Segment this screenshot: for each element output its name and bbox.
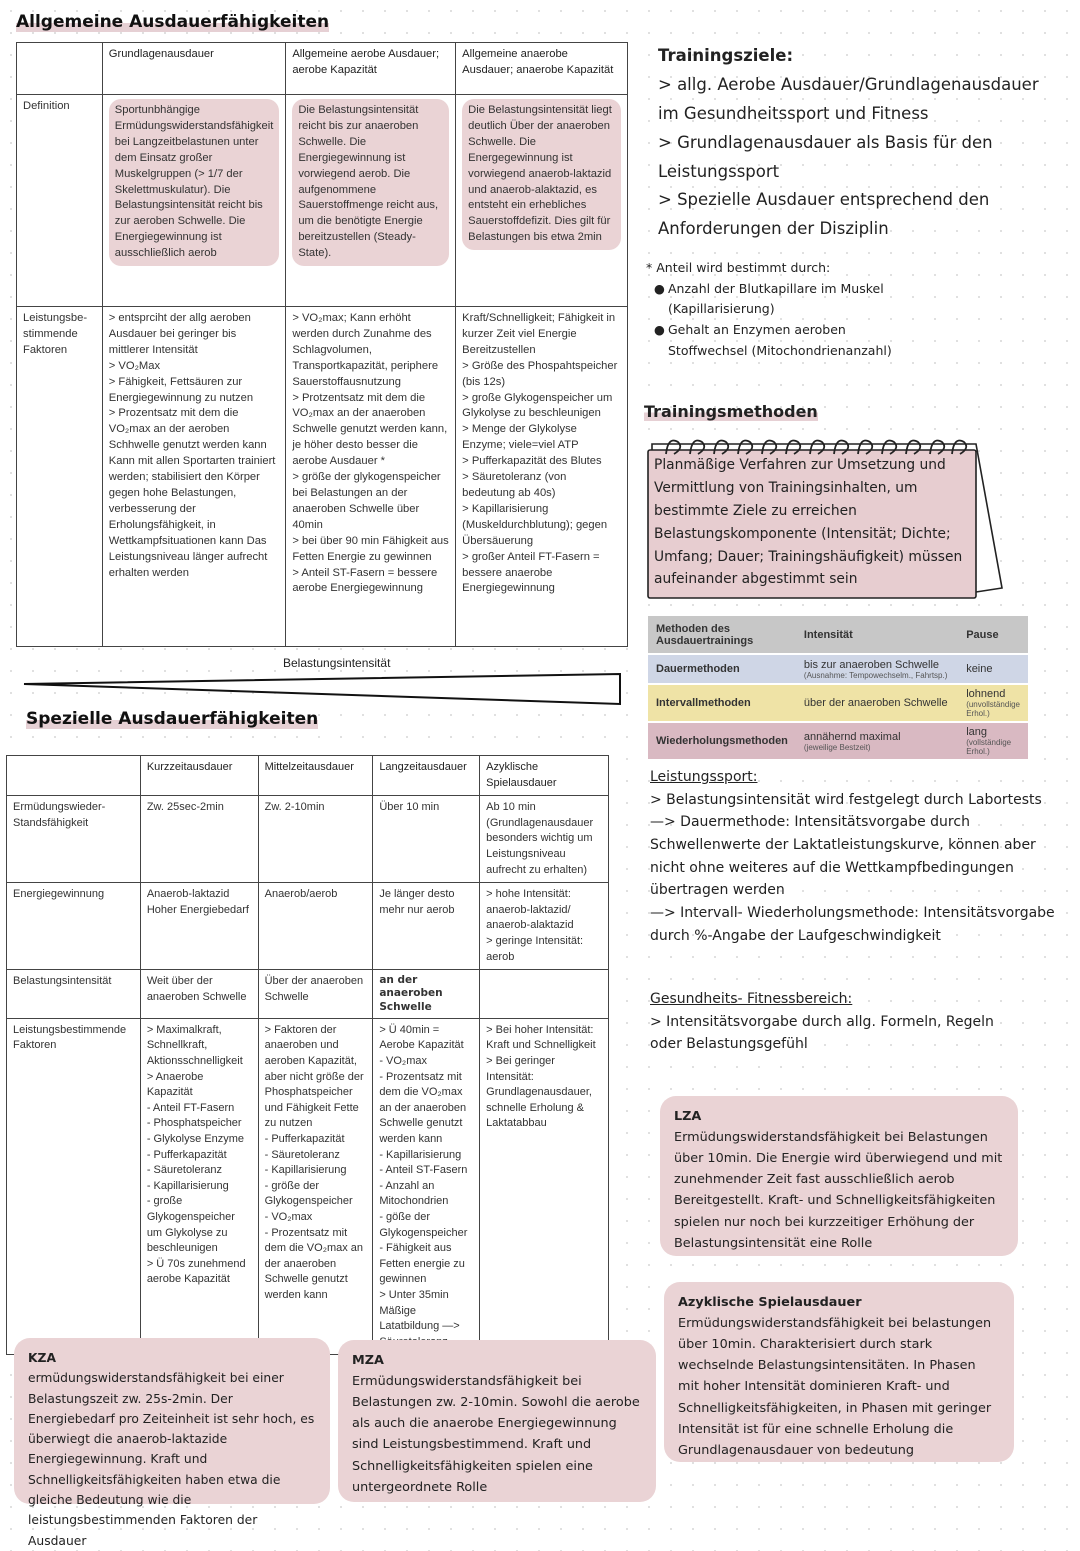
- definition-anaerobe-ausdauer: Die Belastungsintensität liegt deutlich Über der anaeroben Schwelle. Die Energegewinnung ist vorwiegend anaerob-laktazid und anaerob-alaktazid, es entsteht ein erhebliches Sauerstoffdefizit. Dies gilt für Belastungen bis etwa 2min: [462, 99, 621, 250]
- header-grundlagenausdauer: Grundlagenausdauer: [102, 43, 286, 95]
- azs-title: Azyklische Spielausdauer: [678, 1295, 862, 1310]
- definition-aerobe-ausdauer: Die Belastungsintensität reicht bis zur anaeroben Schwelle. Die Energiegewinnung ist vorwiegend aerob. Die aufgenommene Sauerstoffmenge reicht aus, um die benötigte Energie bereitzustellen (Steady-State).: [292, 99, 449, 266]
- methods-header: Pause: [958, 616, 1028, 654]
- header-mza: Mittelzeitausdauer: [258, 756, 373, 796]
- trainingsziele: [658, 42, 1058, 244]
- header-azyklisch: Azyklische Spielausdauer: [480, 756, 609, 796]
- method-pause: lang (vollständige Erhol.): [958, 722, 1028, 760]
- gesundheit-title: Gesundheits- Fitnessbereich:: [650, 991, 853, 1007]
- anteil-item: Gehalt an Enzymen aeroben Stoffwechsel (Mitochondrienanzahl): [668, 321, 892, 358]
- cell: Je länger desto mehr nur aerob: [373, 883, 480, 970]
- azs-box: [664, 1282, 1014, 1462]
- leistungssport-title: Leistungssport:: [650, 769, 758, 785]
- general-endurance-table: [16, 42, 628, 647]
- row-label-ermuedung: Ermüdungswieder- Standsfähigkeit: [7, 796, 141, 883]
- mza-box: [338, 1340, 656, 1502]
- row-label-definition: Definition: [17, 95, 103, 307]
- methods-row-wiederholung: [648, 722, 1028, 760]
- lza-box: [660, 1096, 1018, 1256]
- section1-title: Allgemeine Ausdauerfähigkeiten: [16, 12, 330, 32]
- header-anaerobe-ausdauer: Allgemeine anaerobe Ausdauer; anaerobe Kapazität: [456, 43, 628, 95]
- methods-table: [648, 616, 1028, 761]
- cell: > Bei hoher Intensität: Kraft und Schnelligkeit > Bei geringer Intensität: Grundlagenausdauer, schnelle Erholung & Laktatabbau: [480, 1018, 609, 1355]
- method-pause: lohnend (unvollständige Erhol.): [958, 684, 1028, 722]
- leistungssport-line: —> Intervall- Wiederholungsmethode: Intensitätsvorgabe durch %-Angabe der Laufgeschwindigkeit: [650, 905, 1055, 944]
- mza-text: Ermüdungswiderstandsfähigkeit bei Belastungen zw. 2-10min. Sowohl die aerobe als auch die anaerobe Energiegewinnung sind Leistungsbestimmend. Kraft und Schnelligkeitsfähigkeiten spielen eine untergeordnete Rolle: [352, 1374, 640, 1495]
- row-label-factors: Leistungsbe- stimmende Faktoren: [17, 307, 103, 647]
- factors-anaerobe-ausdauer: Kraft/Schnelligkeit; Fähigkeit in kurzer Zeit viel Energie Bereitzustellen > Größe des Phospahtspeicher (bis 12s) > große Glykogenspeicher um Glykolyse zu beschleunigen > Menge der Glykolyse Enzyme; viele=viel ATP > Pufferkapazität des Blutes > Säuretoleranz (von bedeutung ab 40s) > Kapillarisierung (Muskeldurchblutung); gegen Übersäuerung > großer Anteil FT-Fasern = bessere anaerobe Energiegewinnung: [456, 307, 628, 647]
- leistungssport-line: —> Dauermethode: Intensitätsvorgabe durch Schwellenwerte der Laktatleistungskurve, können aber nicht ohne weiteres auf die Wettkampfbedingungen übertragen werden: [650, 814, 1036, 899]
- method-pause: keine: [958, 654, 1028, 684]
- special-endurance-table: [6, 755, 609, 1355]
- lza-title: LZA: [674, 1109, 702, 1124]
- cell: > Ü 40min = Aerobe Kapazität - VO₂max - Prozentsatz mit dem die VO₂max an der anaeroben Schwelle genutzt werden kann - Kapillarisierung - Anteil ST-Fasern - Anzahl an Mitochondrien - göße der Glykogenspeicher - Fähigkeit aus Fetten energie zu gewinnen > Unter 35min Mäßige Latatbildung —>: [373, 1018, 480, 1355]
- row-label-leistung: Leistungsbestimmende Faktoren: [7, 1018, 141, 1355]
- method-name: Wiederholungsmethoden: [648, 722, 796, 760]
- header-aerobe-ausdauer: Allgemeine aerobe Ausdauer; aerobe Kapazität: [286, 43, 456, 95]
- bullet-icon: ●: [654, 280, 665, 296]
- azs-text: Ermüdungswiderstandsfähigkeit bei belastungen über 10min. Charakterisiert durch stark wechselnde Belastungsintensitäten. In Phasen mit hoher Intensität dominieren Kraft- und Schnelligkeitsfähigkeiten, in Phasen mit geringer Intensität ist für eine schnelle Erholung die Grundlagenausdauer von bedeutung: [678, 1316, 992, 1458]
- cell: Über der anaeroben Schwelle: [258, 970, 373, 1018]
- ziel-line: > allg. Aerobe Ausdauer/Grundlagenausdauer im Gesundheitssport und Fitness: [658, 74, 1039, 123]
- lza-text: Ermüdungswiderstandsfähigkeit bei Belastungen über 10min. Die Energie wird überwiegend und mit zunehmender Zeit fast ausschließlich aerob Bereitgestellt. Kraft- und Schnelligkeitsfähigkeiten spielen nur noch bei kurzzeitiger Erhöhung der Belastungsintensität eine Rolle: [674, 1130, 1003, 1251]
- row-label-intensitaet: Belastungsintensität: [7, 970, 141, 1018]
- kza-text: ermüdungswiderstandsfähigkeit bei einer Belastungszeit zw. 25s-2min. Der Energiebedarf pro Zeiteinheit ist sehr hoch, es überwiegt die anaerob-laktazide Energiegewinnung. Kraft und Schnelligkeitsfähigkeiten haben etwa die gleiche Bedeutung wie die leistungsbestimmenden Faktoren der Ausdauer: [28, 1371, 315, 1548]
- header-lza: Langzeitausdauer: [373, 756, 480, 796]
- method-intensity: annähernd maximal (jeweilige Bestzeit): [796, 722, 958, 760]
- cell: > hohe Intensität: anaerob-laktazid/ anaerob-alaktazid > geringe Intensität: aerob: [480, 883, 609, 970]
- method-name: Dauermethoden: [648, 654, 796, 684]
- cell-handwritten: an der anaeroben Schwelle: [373, 970, 480, 1018]
- cell: Zw. 2-10min: [258, 796, 373, 883]
- factors-aerobe-ausdauer: > VO₂max; Kann erhöht werden durch Zunahme des Schlagvolumen, Transportkapazität, periphere Sauerstoffausnutzung > Protzentsatz mit dem die VO₂max an der anaeroben Schwelle genutzt werden kann, je höher desto besser die aerobe Ausdauer * > größe der glykogenspeicher bei Belastungen an der anaeroben Schwelle über 40min > bei über 90 min Fähigkeit aus Fetten Energie zu gewinnen > Anteil ST-Fasern = bessere aerobe Energiegewinnung: [286, 307, 456, 647]
- leistungssport-section: [650, 766, 1060, 947]
- anteil-note: [646, 258, 1026, 361]
- cell: > Maximalkraft, Schnellkraft, Aktionsschnelligkeit > Anaerobe Kapazität - Anteil FT-Fasern - Phosphatspeicher - Glykolyse Enzyme - Pufferkapazität - Säuretoleranz - Kapillarisierung - große Glykogenspeicher um Glykolyse zu beschleunigen > Ü 70s zunehmend aerobe Kapazität: [140, 1018, 258, 1355]
- row-label-energie: Energiegewinnung: [7, 883, 141, 970]
- cell: Anaerob/aerob: [258, 883, 373, 970]
- kza-box: [14, 1338, 330, 1548]
- method-name: Intervallmethoden: [648, 684, 796, 722]
- ziel-line: > Spezielle Ausdauer entsprechend den Anforderungen der Disziplin: [658, 190, 990, 239]
- cell: Ab 10 min (Grundlagenausdauer besonders wichtig um Leistungsniveau aufrecht zu erhalten): [480, 796, 609, 883]
- trainingsmethoden-note: Planmäßige Verfahren zur Umsetzung und Vermittlung von Trainingsinhalten, um bestimmte Ziele zu erreichen Belastungskomponente (Intensität; Dichte; Umfang; Dauer; Trainingshäufigkeit) müssen aufeinander abgestimmt sein: [654, 457, 963, 588]
- methods-row-intervall: [648, 684, 1028, 722]
- ziel-line: > Grundlagenausdauer als Basis für den Leistungssport: [658, 132, 993, 181]
- cell: Zw. 25sec-2min: [140, 796, 258, 883]
- definition-grundlagenausdauer: Sportunbhängige Ermüdungswiderstandsfähigkeit bei Langzeitbelastunen unter dem Einsatz großer Muskelgruppen (> 1/7 der Skelettmuskulatur). Die Belastungsintensität reicht bis zur aeroben Schwelle. Die Energiegewinnung ist ausschließlich aerob: [109, 99, 280, 266]
- cell: Über 10 min: [373, 796, 480, 883]
- methods-row-dauer: [648, 654, 1028, 684]
- anteil-note-title: * Anteil wird bestimmt durch:: [646, 260, 831, 275]
- section2-title: Spezielle Ausdauerfähigkeiten: [26, 709, 319, 729]
- leistungssport-line: > Belastungsintensität wird festgelegt durch Labortests: [650, 791, 1042, 808]
- header-kzа: Kurzzeitausdauer: [140, 756, 258, 796]
- method-intensity: über der anaeroben Schwelle: [796, 684, 958, 722]
- kza-title: KZA: [28, 1351, 56, 1365]
- bullet-icon: ●: [654, 321, 665, 337]
- anteil-item: Anzahl der Blutkapillare im Muskel (Kapillarisierung): [668, 280, 884, 317]
- gesundheit-text: > Intensitätsvorgabe durch allg. Formeln, Regeln oder Belastungsgefühl: [650, 1013, 994, 1053]
- methods-header: Intensität: [796, 616, 958, 654]
- methods-header: Methoden des Ausdauertrainings: [648, 616, 796, 654]
- cell: Weit über der anaeroben Schwelle: [140, 970, 258, 1018]
- cell: [480, 970, 609, 1018]
- corner-cell-2: [7, 756, 141, 796]
- cell: Anaerob-laktazid Hoher Energiebedarf: [140, 883, 258, 970]
- trainingsmethoden-title: Trainingsmethoden: [644, 402, 818, 421]
- method-intensity: bis zur anaeroben Schwelle (Ausnahme: Tempowechselm., Fahrtsp.): [796, 654, 958, 684]
- mza-title: MZA: [352, 1353, 384, 1368]
- intensity-label: Belastungsintensität: [283, 656, 391, 670]
- trainingsziele-title: Trainingsziele:: [658, 46, 794, 65]
- corner-cell: [17, 43, 103, 95]
- factors-grundlagenausdauer: > entsprciht der allg aeroben Ausdauer bei geringer bis mittlerer Intensität > VO₂Max > Fähigkeit, Fettsäuren zur Energiegewinnung zu nutzen > Prozentsatz mit dem die VO₂max an der aeroben Schhwelle genutzt werden kann Kann mit allen Sportarten trainiert werden; stabilisiert den Körper gegen hohe Belastungen, verbesserung der Erholungsfähigkeit, in Wettkampfsituationen kann Das Leistungsniveau länger aufrecht erhalten werden: [102, 307, 286, 647]
- intensity-wedge: [22, 672, 624, 708]
- gesundheit-section: [650, 988, 1010, 1056]
- cell: > Faktoren der anaeroben und aeroben Kapazität, aber nicht größe der Phosphatspeicher und Fähigkeit Fette zu nutzen - Pufferkapazität - Säuretoleranz - Kapillarisierung - größe der Glykogenspeicher - VO₂max - Prozentsatz mit dem die VO₂max an der anaeroben Schwelle genutzt werden kann: [258, 1018, 373, 1355]
